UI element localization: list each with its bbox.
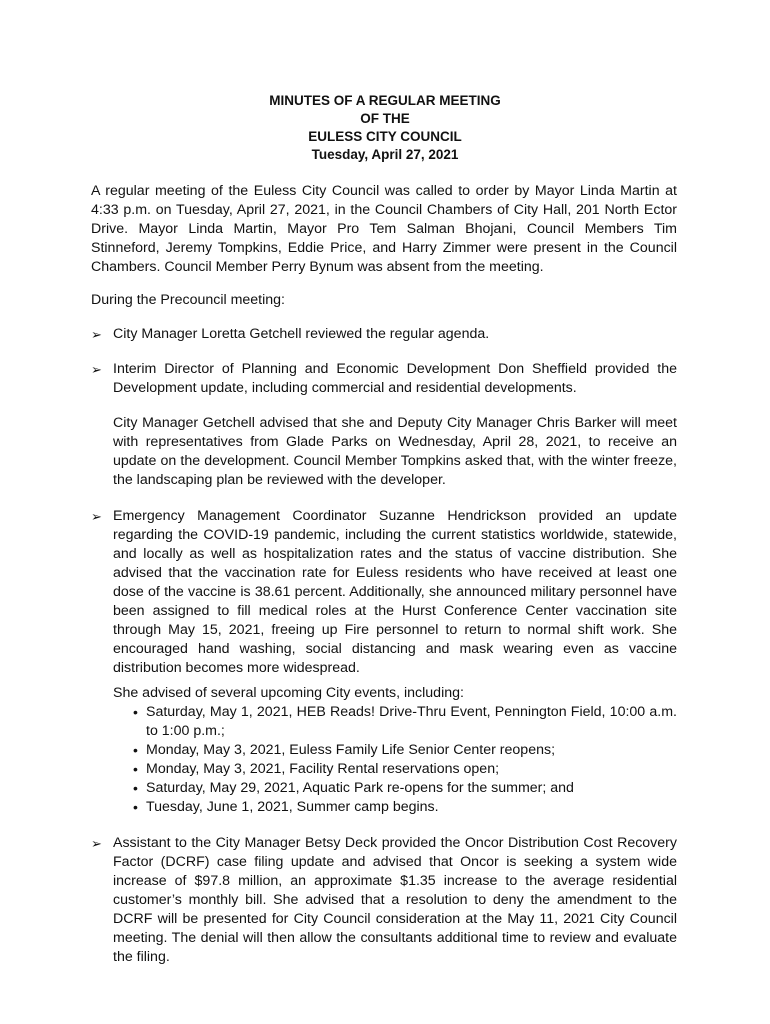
- bullet-dot-icon: •: [133, 704, 138, 720]
- title-line-1: MINUTES OF A REGULAR MEETING: [269, 93, 501, 108]
- event-text: Monday, May 3, 2021, Facility Rental reservations open;: [146, 761, 500, 777]
- document-title: [0, 92, 770, 164]
- glade-parks-paragraph: City Manager Getchell advised that she and Deputy City Manager Chris Barker will meet with representatives from Glade Parks on Wednesday, April 28, 2021, to receive an update on the development. Council Member Tompkins asked that, with the winter freeze, the landscaping plan be reviewed with the developer.: [113, 415, 677, 488]
- title-date: Tuesday, April 27, 2021: [311, 147, 459, 162]
- title-line-2: OF THE: [360, 111, 410, 126]
- event-item: [113, 798, 677, 817]
- event-item: [113, 760, 677, 779]
- arrow-bullet-icon: ➢: [91, 362, 102, 377]
- bullet-covid-text: Emergency Management Coordinator Suzanne Hendrickson provided an update regarding the COVID-19 pandemic, including the current statistics worldwide, statewide, and locally as well as hospitalization rates and the status of vaccine distribution. She advised that the vaccination rate for Euless residents who have received at least one dose of the vaccine is 38.61 percent. Additionally, she announced military personnel have been assigned to fill medical roles at the Hurst Conference Center vaccination site through May 15, 2021, freeing up Fire personnel to return to normal shift work. She encouraged hand washing, social distancing and mask wearing even as vaccine distribution becomes more widespread.: [113, 508, 677, 676]
- intro-paragraph: A regular meeting of the Euless City Council was called to order by Mayor Linda Martin at 4:33 p.m. on Tuesday, April 27, 2021, in the Council Chambers of City Hall, 201 North Ector Drive. Mayor Linda Martin, Mayor Pro Tem Salman Bhojani, Council Members Tim Stinneford, Jeremy Tompkins, Eddie Price, and Harry Zimmer were present in the Council Chambers. Council Member Perry Bynum was absent from the meeting.: [91, 183, 677, 275]
- arrow-bullet-icon: ➢: [91, 327, 102, 342]
- event-text: Monday, May 3, 2021, Euless Family Life Senior Center reopens;: [146, 742, 556, 758]
- title-line-3: EULESS CITY COUNCIL: [308, 129, 462, 144]
- event-item: [113, 779, 677, 798]
- event-text: Saturday, May 29, 2021, Aquatic Park re-opens for the summer; and: [146, 780, 574, 796]
- arrow-bullet-icon: ➢: [91, 836, 102, 851]
- bullet-dot-icon: •: [133, 780, 138, 796]
- bullet-oncor-text: Assistant to the City Manager Betsy Deck provided the Oncor Distribution Cost Recovery Factor (DCRF) case filing update and advised that Oncor is seeking a system wide increase of $97.8 million, an approximate $1.35 increase to the average residential customer’s monthly bill. She advised that a resolution to deny the amendment to the DCRF will be presented for City Council consideration at the May 11, 2021 City Council meeting. The denial will then allow the consultants additional time to review and evaluate the filing.: [113, 835, 677, 965]
- bullet-dot-icon: •: [133, 742, 138, 758]
- event-item: [113, 741, 677, 760]
- events-list: [113, 703, 677, 817]
- bullet-dot-icon: •: [133, 799, 138, 815]
- precouncil-label: During the Precouncil meeting:: [91, 292, 285, 308]
- event-item: [113, 703, 677, 741]
- events-intro: She advised of several upcoming City events, including:: [113, 685, 464, 701]
- bullet-dot-icon: •: [133, 761, 138, 777]
- event-text: Tuesday, June 1, 2021, Summer camp begins.: [146, 799, 439, 815]
- bullet-development-text: Interim Director of Planning and Economic Development Don Sheffield provided the Development update, including commercial and residential developments.: [113, 361, 677, 396]
- event-text: Saturday, May 1, 2021, HEB Reads! Drive-Thru Event, Pennington Field, 10:00 a.m. to 1:00 p.m.;: [146, 704, 677, 739]
- arrow-bullet-icon: ➢: [91, 509, 102, 524]
- bullet-agenda-text: City Manager Loretta Getchell reviewed the regular agenda.: [113, 326, 490, 342]
